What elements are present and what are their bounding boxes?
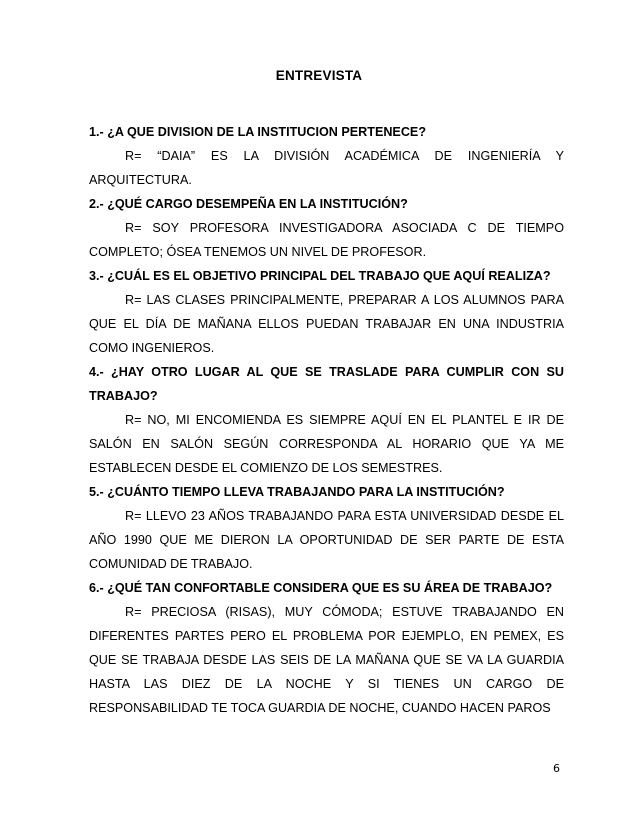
document-title: ENTREVISTA — [275, 68, 363, 83]
question-6: 6.- ¿QUÉ TAN CONFORTABLE CONSIDERA QUE ES SU ÁREA DE TRABAJO? — [89, 581, 553, 595]
question-3: 3.- ¿CUÁL ES EL OBJETIVO PRINCIPAL DEL TRABAJO QUE AQUÍ REALIZA? — [89, 269, 551, 283]
question-4: 4.- ¿HAY OTRO LUGAR AL QUE SE TRASLADE PARA CUMPLIR CON SU TRABAJO? — [89, 365, 564, 403]
question-5: 5.- ¿CUÁNTO TIEMPO LLEVA TRABAJANDO PARA LA INSTITUCIÓN? — [89, 485, 505, 499]
answer-4: R= NO, MI ENCOMIENDA ES SIEMPRE AQUÍ EN EL PLANTEL E IR DE SALÓN EN SALÓN SEGÚN CORRESPONDA AL HORARIO QUE YA ME ESTABLECEN DESDE EL COMIENZO DE LOS SEMESTRES. — [89, 413, 564, 475]
page-number: 6 — [553, 762, 560, 775]
question-2: 2.- ¿QUÉ CARGO DESEMPEÑA EN LA INSTITUCIÓN? — [89, 197, 408, 211]
answer-5: R= LLEVO 23 AÑOS TRABAJANDO PARA ESTA UNIVERSIDAD DESDE EL AÑO 1990 QUE ME DIERON LA OPORTUNIDAD DE SER PARTE DE ESTA COMUNIDAD DE TRABAJO. — [89, 509, 564, 571]
answer-2: R= SOY PROFESORA INVESTIGADORA ASOCIADA C DE TIEMPO COMPLETO; ÓSEA TENEMOS UN NIVEL DE PROFESOR. — [89, 221, 564, 259]
answer-3: R= LAS CLASES PRINCIPALMENTE, PREPARAR A LOS ALUMNOS PARA QUE EL DÍA DE MAÑANA ELLOS PUEDAN TRABAJAR EN UNA INDUSTRIA COMO INGENIEROS. — [89, 293, 564, 355]
answer-1: R= “DAIA” ES LA DIVISIÓN ACADÉMICA DE INGENIERÍA Y ARQUITECTURA. — [89, 149, 564, 187]
question-1: 1.- ¿A QUE DIVISION DE LA INSTITUCION PERTENECE? — [89, 125, 427, 139]
answer-6: R= PRECIOSA (RISAS), MUY CÓMODA; ESTUVE TRABAJANDO EN DIFERENTES PARTES PERO EL PROBLEMA POR EJEMPLO, EN PEMEX, ES QUE SE TRABAJA DESDE LAS SEIS DE LA MAÑANA QUE SE VA LA GUARDIA HASTA LAS DIEZ DE LA NOCHE Y SI TIENES UN CARGO DE RESPONSABILIDAD TE TOCA GUARDIA DE NOCHE, CUANDO HACEN PAROS — [89, 605, 564, 715]
interview-content — [89, 120, 564, 720]
